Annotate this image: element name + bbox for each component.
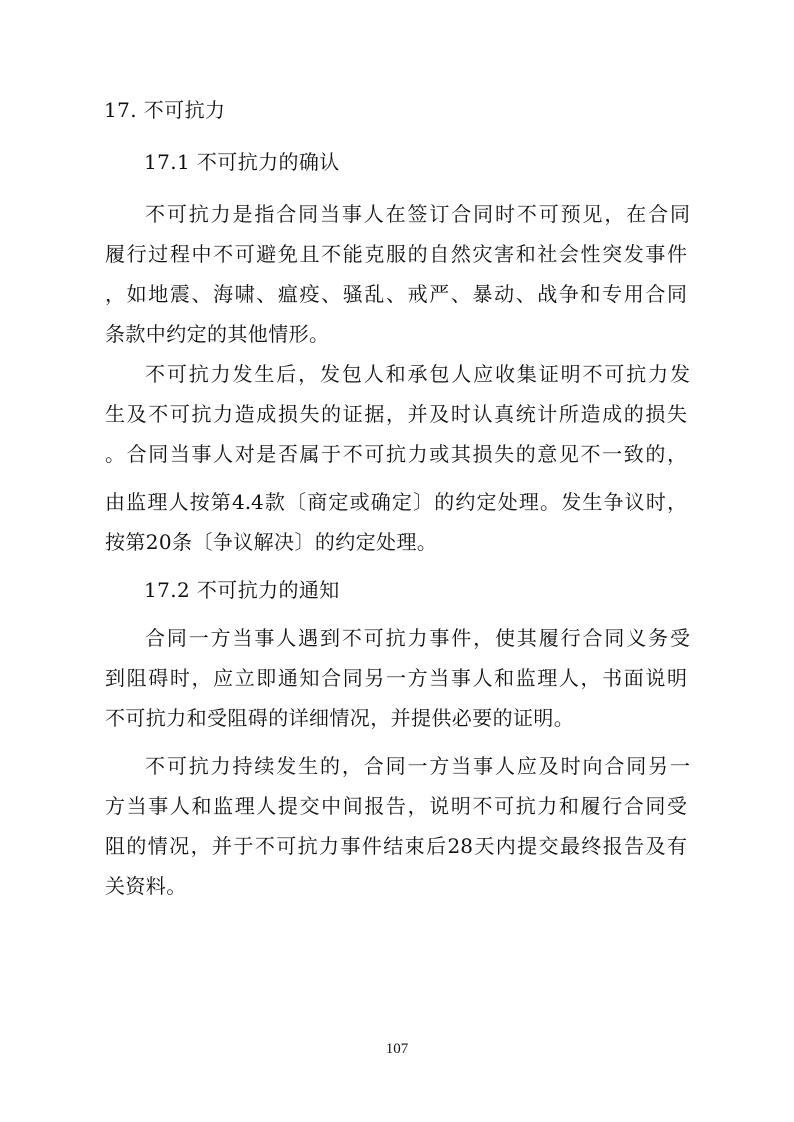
- paragraph-line: ，如地震、海啸、瘟疫、骚乱、戒严、暴动、战争和专用合同: [105, 282, 687, 306]
- paragraph-line: 条款中约定的其他情形。: [105, 322, 330, 346]
- paragraph-line: 由监理人按第4.4款〔商定或确定〕的约定处理。发生争议时，: [105, 490, 687, 514]
- paragraph-line: 履行过程中不可避免且不能克服的自然灾害和社会性突发事件: [105, 242, 687, 266]
- subsection-heading-17-1: 17.1 不可抗力的确认: [144, 150, 340, 174]
- paragraph-line: 关资料。: [105, 874, 187, 898]
- paragraph-line: 合同一方当事人遇到不可抗力事件，使其履行合同义务受: [145, 626, 690, 650]
- section-heading: 17. 不可抗力: [104, 98, 226, 122]
- paragraph-line: 生及不可抗力造成损失的证据，并及时认真统计所造成的损失: [105, 402, 687, 426]
- paragraph-line: 方当事人和监理人提交中间报告，说明不可抗力和履行合同受: [105, 794, 687, 818]
- paragraph-line: 不可抗力和受阻碍的详细情况，并提供必要的证明。: [105, 706, 575, 730]
- paragraph-line: 按第20条〔争议解决〕的约定处理。: [105, 530, 438, 554]
- subsection-heading-17-2: 17.2 不可抗力的通知: [144, 578, 340, 602]
- paragraph-line: 不可抗力是指合同当事人在签订合同时不可预见，在合同: [145, 202, 690, 226]
- paragraph-line: 到阻碍时，应立即通知合同另一方当事人和监理人，书面说明: [105, 666, 687, 690]
- paragraph-line: 不可抗力持续发生的，合同一方当事人应及时向合同另一: [145, 754, 690, 778]
- page-number: 107: [385, 1041, 409, 1057]
- paragraph-line: 阻的情况，并于不可抗力事件结束后28天内提交最终报告及有: [105, 834, 687, 858]
- paragraph-line: 。合同当事人对是否属于不可抗力或其损失的意见不一致的，: [105, 442, 687, 466]
- paragraph-line: 不可抗力发生后，发包人和承包人应收集证明不可抗力发: [145, 362, 690, 386]
